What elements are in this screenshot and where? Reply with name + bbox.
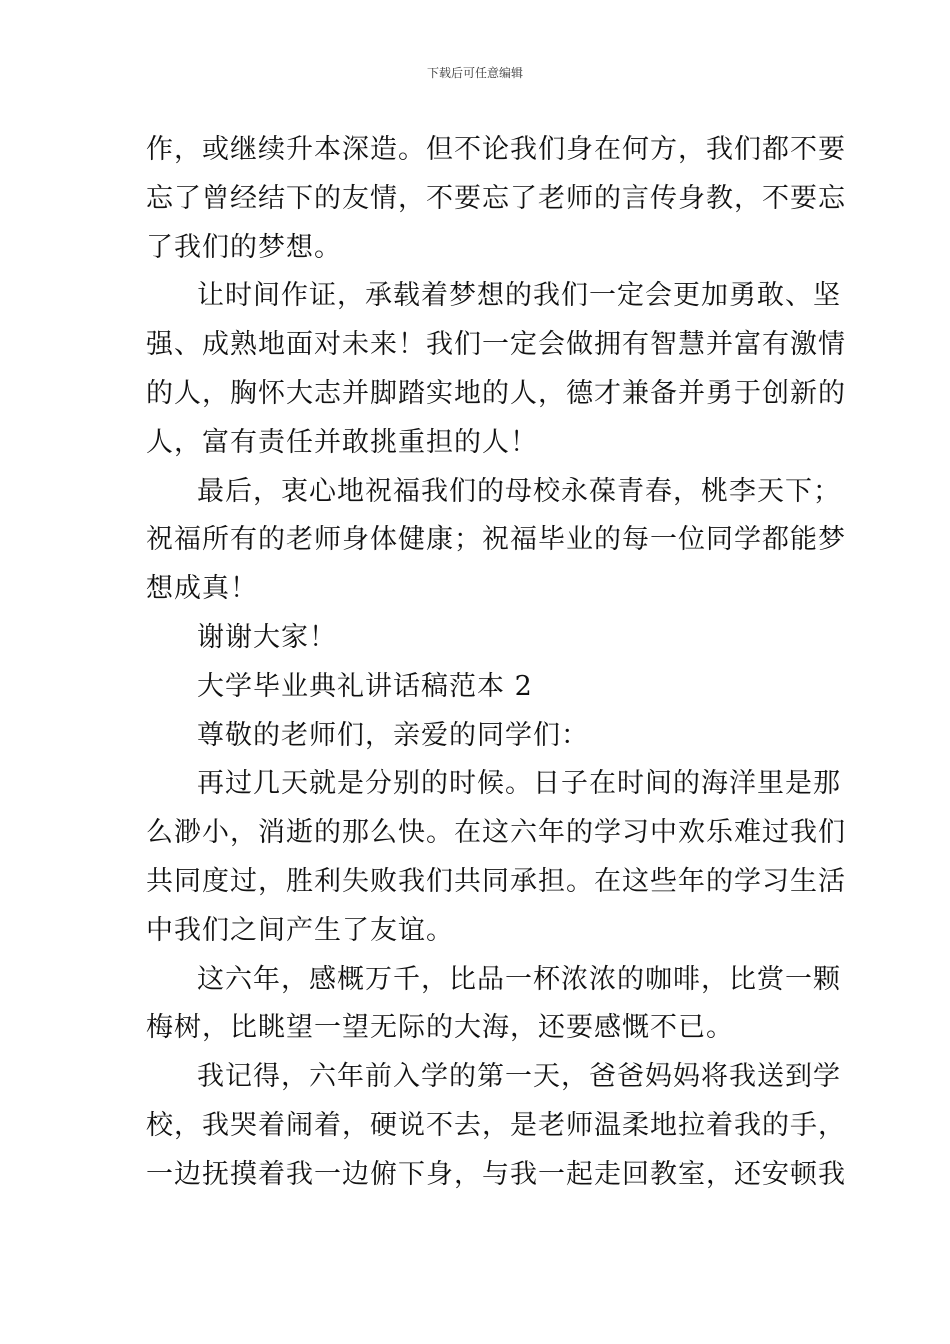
- paragraph-first-line: 最后，衷心地祝福我们的母校永葆青春，桃李天下；: [197, 475, 841, 507]
- paragraph-first-line: 让时间作证，承载着梦想的我们一定会更加勇敢、坚: [197, 280, 841, 312]
- text-line: 强、成熟地面对未来！我们一定会做拥有智慧并富有激情: [146, 329, 846, 361]
- text-line: 了我们的梦想。: [146, 231, 342, 263]
- text-line: 共同度过，胜利失败我们共同承担。在这些年的学习生活: [146, 865, 846, 897]
- text-line: 校，我哭着闹着，硬说不去，是老师温柔地拉着我的手，: [146, 1109, 846, 1141]
- text-line: 么渺小，消逝的那么快。在这六年的学习中欢乐难过我们: [146, 817, 846, 849]
- text-line: 祝福所有的老师身体健康；祝福毕业的每一位同学都能梦: [146, 524, 846, 556]
- text-line: 梅树，比眺望一望无际的大海，还要感慨不已。: [146, 1012, 734, 1044]
- text-line: 想成真！: [146, 573, 258, 605]
- salutation: 尊敬的老师们，亲爱的同学们：: [197, 719, 589, 751]
- text-line: 的人，胸怀大志并脚踏实地的人，德才兼备并勇于创新的: [146, 377, 846, 409]
- section-title: 大学毕业典礼讲话稿范本 2: [197, 670, 533, 702]
- paragraph-first-line: 谢谢大家！: [197, 621, 337, 653]
- document-body: [146, 126, 846, 1200]
- text-line: 忘了曾经结下的友情，不要忘了老师的言传身教，不要忘: [146, 182, 846, 214]
- text-line: 人，富有责任并敢挑重担的人！: [146, 426, 538, 458]
- text-line: 作，或继续升本深造。但不论我们身在何方，我们都不要: [146, 134, 846, 165]
- paragraph-first-line: 我记得，六年前入学的第一天，爸爸妈妈将我送到学: [197, 1061, 841, 1093]
- paragraph-first-line: 再过几天就是分别的时候。日子在时间的海洋里是那: [197, 768, 841, 800]
- text-line: 中我们之间产生了友谊。: [146, 914, 454, 946]
- paragraph-first-line: 这六年，感概万千，比品一杯浓浓的咖啡，比赏一颗: [197, 963, 841, 995]
- text-line: 一边抚摸着我一边俯下身，与我一起走回教室，还安顿我: [146, 1158, 846, 1190]
- page-header: 下载后可任意编辑: [426, 66, 523, 80]
